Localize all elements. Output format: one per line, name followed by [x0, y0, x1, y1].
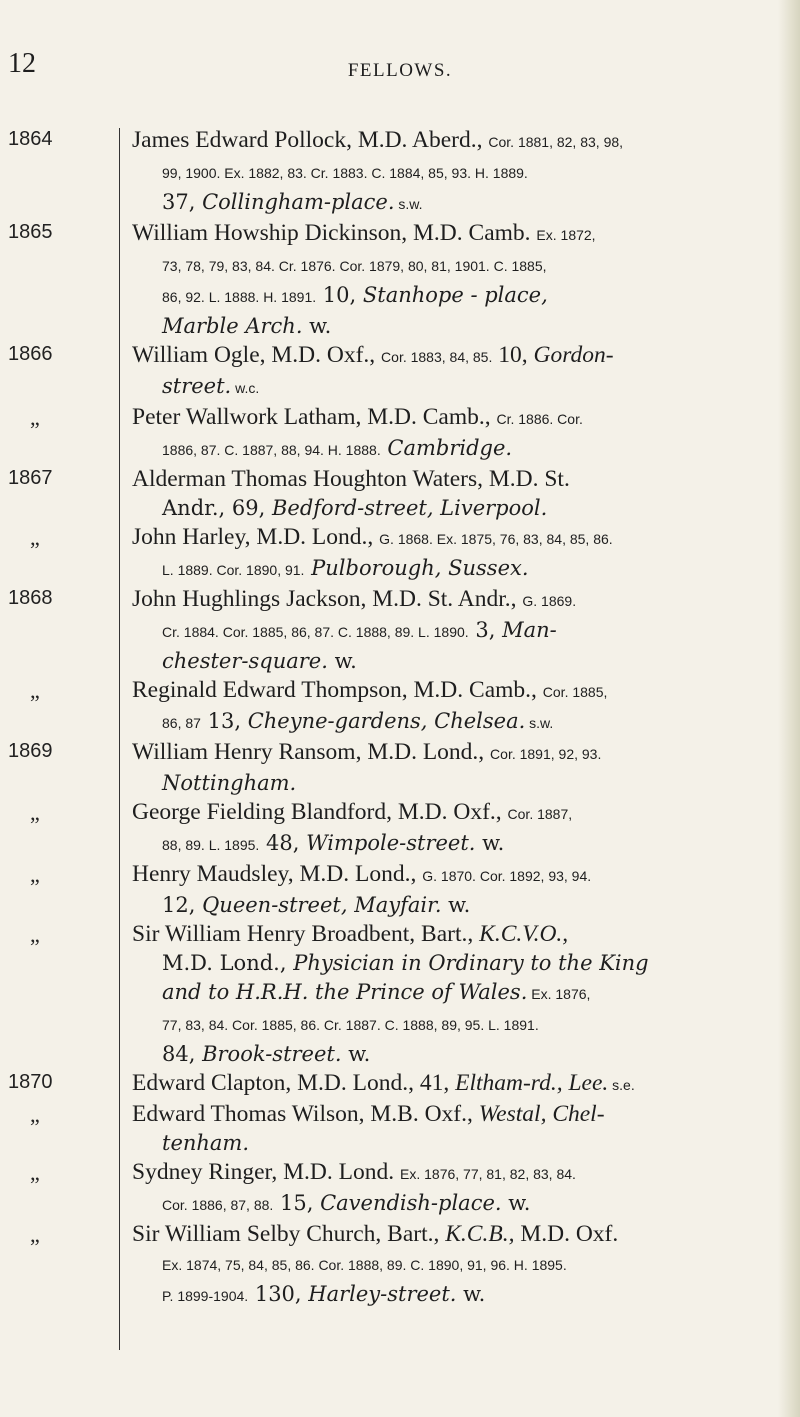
entry-text: Cor. 1885, [542, 684, 608, 700]
entry-detail-line [132, 372, 778, 403]
entry-detail-line [132, 1189, 778, 1220]
entry-name-line [132, 219, 778, 250]
entry-text: Edward Clapton, M.D. Lond., 41, [132, 1070, 456, 1096]
entry-year: „ [30, 862, 40, 887]
entry-text: Harley-street. [308, 1282, 457, 1306]
entry-text: 130, [248, 1282, 309, 1306]
entry-year: „ [30, 1222, 40, 1247]
entry-text: Cr. 1886. Cor. [496, 411, 583, 427]
entry-detail-line [132, 707, 778, 738]
entry-text: Westal, Chel- [478, 1101, 605, 1127]
page-header [0, 48, 800, 88]
entry-detail-line [132, 494, 778, 523]
entry-text: s.w. [525, 715, 554, 731]
entry-detail-line [132, 949, 778, 978]
entry-text: Cor. 1881, 82, 83, 98, [488, 134, 624, 150]
entry-year: 1869 [8, 740, 53, 762]
fellow-entry [0, 920, 790, 1069]
entry-text: w. [456, 1282, 486, 1306]
entry-text: 10, [492, 342, 534, 368]
entry-text: Cambridge. [387, 436, 513, 460]
entry-text: Eltham-rd., Lee. [455, 1070, 609, 1096]
entry-text: William Ogle, M.D. Oxf., [132, 342, 382, 368]
entry-detail-line [132, 1129, 778, 1158]
entry-text: Sydney Ringer, M.D. Lond. [132, 1159, 400, 1185]
entry-year: 1866 [8, 343, 53, 365]
entry-text: Peter Wallwork Latham, M.D. Camb., [132, 404, 497, 430]
entry-name-line [132, 920, 778, 949]
entry-text: G. 1868. Ex. 1875, 76, 83, 84, 85, 86. [379, 531, 613, 547]
entry-text: Bedford-street, Liverpool. [271, 496, 548, 520]
entry-text: Marble Arch. [162, 314, 303, 338]
entry-text: Reginald Edward Thompson, M.D. Camb., [132, 677, 543, 703]
entry-text: 15, [273, 1191, 321, 1215]
entry-text: street. [162, 374, 232, 398]
entry-text: Cor. 1891, 92, 93. [490, 746, 602, 762]
entry-text: w. [327, 649, 357, 673]
entry-text: Queen-street, Mayfair. [202, 893, 442, 917]
fellow-entry [0, 1158, 790, 1220]
entry-year: „ [30, 1102, 40, 1127]
entry-text: Gordon- [533, 342, 614, 368]
entry-name-line [132, 1220, 778, 1249]
entry-text: Ex. 1874, 75, 84, 85, 86. Cor. 1888, 89. C. 1890, 91, 96. H. 1895. [162, 1257, 567, 1273]
entry-detail-line [132, 1280, 778, 1311]
entry-text: 1886, 87. C. 1887, 88, 94. H. 1888. [162, 442, 381, 458]
entry-year: 1870 [8, 1071, 53, 1093]
entry-text: Collingham-place. [202, 190, 395, 214]
fellow-entry [0, 219, 790, 341]
entry-detail-line [132, 434, 778, 465]
entry-text: 73, 78, 79, 83, 84. Cr. 1876. Cor. 1879, 80, 81, 1901. C. 1885, [162, 258, 547, 274]
entry-text: 12, [162, 893, 203, 917]
entry-detail-line [132, 1040, 778, 1069]
entry-text: Ex. 1876, 77, 81, 82, 83, 84. [400, 1166, 576, 1182]
entry-year: „ [30, 922, 40, 947]
fellow-entry [0, 798, 790, 860]
entry-detail-line [132, 891, 778, 920]
entry-text: K.C.B., [445, 1221, 515, 1247]
entry-text: K.C.V.O., [479, 921, 569, 947]
entry-text: George Fielding Blandford, M.D. Oxf., [132, 799, 508, 825]
entry-text: Cor. 1887, [507, 806, 573, 822]
entry-text: Cr. 1884. Cor. 1885, 86, 87. C. 1888, 89. L. 1890. [162, 624, 469, 640]
entry-detail-line [132, 250, 778, 281]
entry-text: Nottingham. [162, 771, 297, 795]
entry-text: 86, 92. L. 1888. H. 1891. [162, 289, 317, 305]
entry-text: Wimpole-street. [306, 831, 476, 855]
entry-detail-line [132, 281, 778, 312]
entry-text: s.e. [608, 1077, 635, 1093]
entry-text: w. [441, 893, 471, 917]
entry-text: Brook-street. [202, 1042, 342, 1066]
fellow-entry [0, 1220, 790, 1311]
entry-text: M.D. Oxf. [514, 1221, 619, 1247]
entry-text: 10, [316, 283, 363, 307]
entry-text: s.w. [394, 196, 423, 212]
entry-text: chester-square. [162, 649, 328, 673]
entry-name-line [132, 1158, 778, 1189]
entry-text: Cor. 1883, 84, 85. [381, 349, 493, 365]
entry-text: w. [501, 1191, 531, 1215]
entry-text: 99, 1900. Ex. 1882, 83. Cr. 1883. C. 1884, 85, 93. H. 1889. [162, 165, 528, 181]
entry-name-line [132, 738, 778, 769]
entry-name-line [132, 465, 778, 494]
entry-text: Cor. 1886, 87, 88. [162, 1197, 274, 1213]
entry-text: tenham. [162, 1131, 250, 1155]
fellow-entry [0, 465, 790, 523]
entry-text: w. [302, 314, 332, 338]
entry-text: w.c. [231, 380, 260, 396]
entry-text: John Harley, M.D. Lond., [132, 524, 380, 550]
entry-detail-line [132, 978, 778, 1009]
entry-name-line [132, 798, 778, 829]
entry-text: G. 1870. Cor. 1892, 93, 94. [422, 868, 592, 884]
fellow-entry [0, 860, 790, 920]
entry-year: 1865 [8, 221, 53, 243]
entry-year: „ [30, 800, 40, 825]
fellows-list [0, 126, 790, 1311]
entry-year: 1867 [8, 467, 53, 489]
entry-name-line [132, 523, 778, 554]
fellow-entry [0, 523, 790, 585]
entry-text: 86, 87 [162, 715, 201, 731]
entry-text: John Hughlings Jackson, M.D. St. Andr., [132, 586, 523, 612]
entry-year: „ [30, 405, 40, 430]
entry-detail-line [132, 1249, 778, 1280]
entry-text: L. 1889. Cor. 1890, 91. [162, 562, 305, 578]
entry-text: 37, [162, 190, 203, 214]
entry-detail-line [132, 829, 778, 860]
fellow-entry [0, 341, 790, 403]
entry-detail-line [132, 769, 778, 798]
entry-text: Edward Thomas Wilson, M.B. Oxf., [132, 1101, 479, 1127]
entry-name-line [132, 403, 778, 434]
entry-detail-line [132, 312, 778, 341]
entry-text: William Howship Dickinson, M.D. Camb. [132, 220, 537, 246]
fellow-entry [0, 1100, 790, 1158]
fellow-entry [0, 676, 790, 738]
entry-name-line [132, 1069, 778, 1100]
entry-name-line [132, 860, 778, 891]
entry-text: Sir William Selby Church, Bart., [132, 1221, 446, 1247]
entry-text: Man- [502, 618, 557, 642]
entry-name-line [132, 341, 778, 372]
entry-text: Stanhope - place, [362, 283, 548, 307]
entry-text: 88, 89. L. 1895. [162, 837, 260, 853]
entry-text: Andr., 69, [162, 496, 272, 520]
entry-year: „ [30, 1160, 40, 1185]
entry-text: 48, [259, 831, 307, 855]
entry-text: M.D. Lond., [162, 951, 294, 975]
entry-name-line [132, 676, 778, 707]
entry-text: William Henry Ransom, M.D. Lond., [132, 739, 491, 765]
fellow-entry [0, 738, 790, 798]
fellow-entry [0, 126, 790, 219]
entry-text: Henry Maudsley, M.D. Lond., [132, 861, 423, 887]
entry-year: „ [30, 525, 40, 550]
entry-text: 77, 83, 84. Cor. 1885, 86. Cr. 1887. C. 1888, 89, 95. L. 1891. [162, 1017, 539, 1033]
entry-text: James Edward Pollock, M.D. Aberd., [132, 127, 489, 153]
entry-text: w. [475, 831, 505, 855]
entry-text: Physician in Ordinary to the King [293, 951, 649, 975]
entry-text: w. [341, 1042, 371, 1066]
entry-name-line [132, 1100, 778, 1129]
page-number: 12 [8, 48, 36, 79]
entry-text: P. 1899-1904. [162, 1288, 249, 1304]
entry-text: Sir William Henry Broadbent, Bart., [132, 921, 480, 947]
entry-year: 1864 [8, 128, 53, 150]
running-title: FELLOWS. [347, 60, 453, 81]
entry-detail-line [132, 616, 778, 647]
entry-detail-line [132, 188, 778, 219]
entry-text: Cavendish-place. [320, 1191, 502, 1215]
entry-detail-line [132, 647, 778, 676]
entry-text: 13, [200, 709, 248, 733]
entry-text: and to H.R.H. the Prince of Wales. [162, 980, 528, 1004]
entry-year: „ [30, 678, 40, 703]
entry-text: Alderman Thomas Houghton Waters, M.D. St. [132, 466, 570, 492]
entry-year: 1868 [8, 587, 53, 609]
fellow-entry [0, 403, 790, 465]
entry-text: 3, [468, 618, 503, 642]
entry-text: 84, [162, 1042, 203, 1066]
entry-text: Cheyne-gardens, Chelsea. [247, 709, 526, 733]
entry-detail-line [132, 157, 778, 188]
fellow-entry [0, 1069, 790, 1100]
entry-detail-line [132, 554, 778, 585]
entry-text: Ex. 1876, [527, 986, 591, 1002]
entry-text: Ex. 1872, [536, 227, 596, 243]
fellow-entry [0, 585, 790, 676]
entry-name-line [132, 585, 778, 616]
entry-text: Pulborough, Sussex. [311, 556, 529, 580]
entry-text: G. 1869. [522, 593, 577, 609]
entry-detail-line [132, 1009, 778, 1040]
entry-name-line [132, 126, 778, 157]
